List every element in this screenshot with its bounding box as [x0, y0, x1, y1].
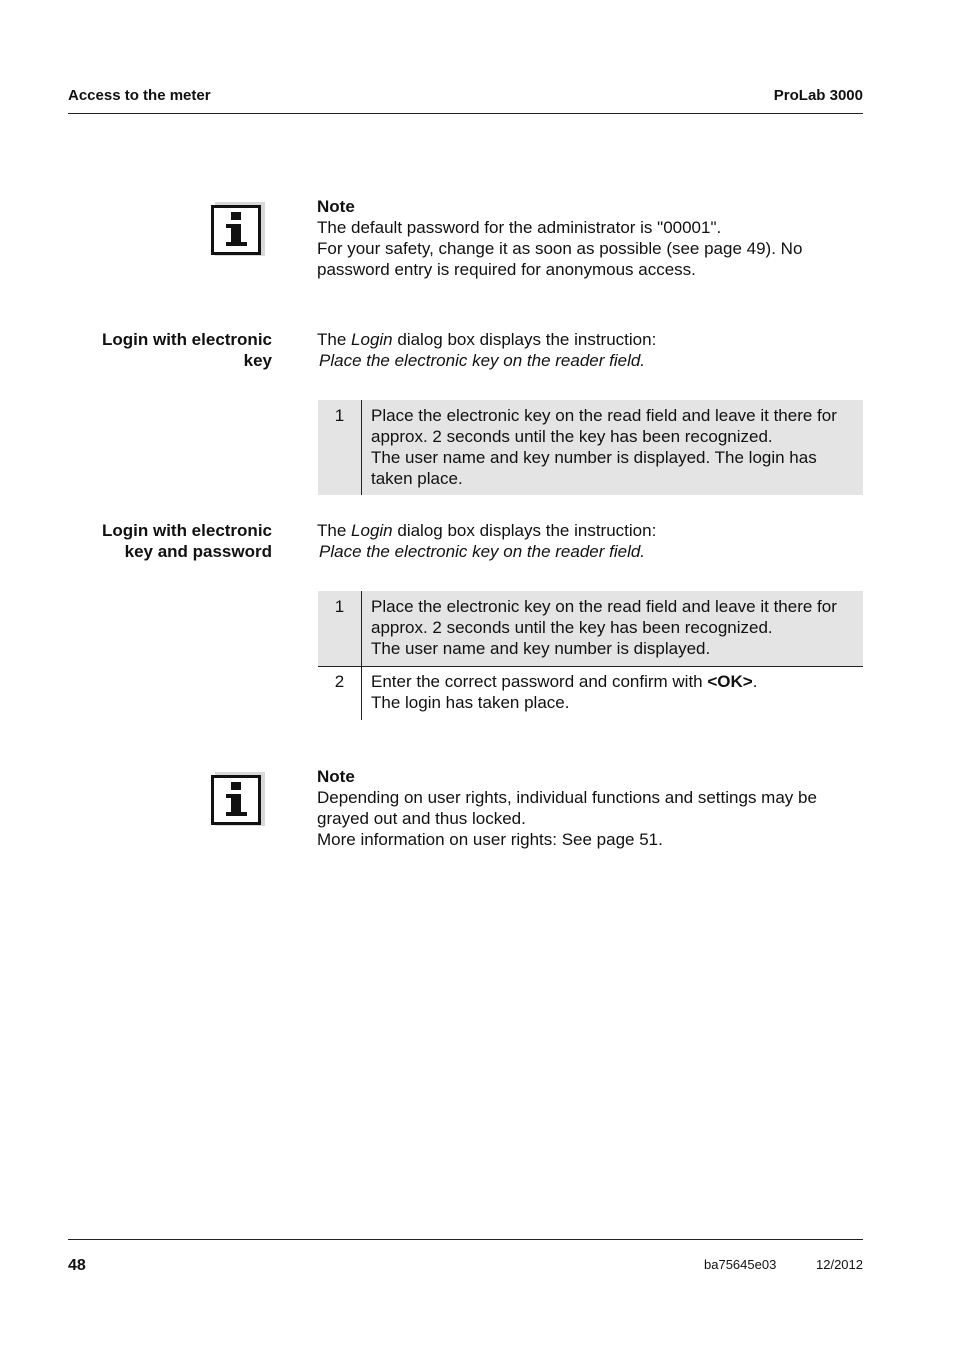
- step-number: 1: [334, 597, 345, 616]
- note-line: password entry is required for anonymous access.: [317, 260, 696, 279]
- note-line: More information on user rights: See page 51.: [317, 830, 663, 849]
- note-line: The default password for the administrator is "00001".: [317, 218, 722, 237]
- section-heading-line: Login with electronic: [101, 330, 272, 349]
- footer-rule: [68, 1239, 863, 1240]
- instruction-text: Place the electronic key on the reader field.: [319, 351, 646, 370]
- step-divider: [361, 591, 362, 666]
- section-heading-line: key: [243, 351, 272, 370]
- instruction-text: Place the electronic key on the reader field.: [319, 542, 646, 561]
- step-row: [318, 667, 863, 720]
- note-line: grayed out and thus locked.: [317, 809, 526, 828]
- intro-line: The Login dialog box displays the instruction:: [317, 330, 657, 349]
- note-block: [317, 196, 863, 280]
- note-title: Note: [317, 197, 355, 216]
- section-intro: [317, 329, 863, 371]
- info-icon: [211, 772, 265, 826]
- info-icon: [211, 202, 265, 256]
- note-line: For your safety, change it as soon as possible (see page 49). No: [317, 239, 803, 258]
- step-divider: [361, 667, 362, 720]
- step-text: Enter the correct password and confirm with <OK>. The login has taken place.: [371, 672, 758, 712]
- header-rule: [68, 113, 863, 114]
- section-heading: [68, 329, 272, 371]
- note-title: Note: [317, 767, 355, 786]
- step-row: [318, 400, 863, 495]
- running-header-left: Access to the meter: [68, 87, 211, 104]
- page-number: 48: [68, 1257, 86, 1274]
- step-text: Place the electronic key on the read field and leave it there for approx. 2 seconds until the key has been recognized. The user name and key number is displayed. The login has taken place.: [371, 406, 837, 488]
- intro-line: The Login dialog box displays the instruction:: [317, 521, 657, 540]
- note-block: [317, 766, 863, 850]
- dialog-name: Login: [351, 521, 393, 540]
- section-heading-line: key and password: [124, 542, 272, 561]
- step-divider: [361, 400, 362, 495]
- section-heading: [68, 520, 272, 562]
- ok-key-label: <OK>: [707, 672, 753, 691]
- note-line: Depending on user rights, individual functions and settings may be: [317, 788, 817, 807]
- step-number: 1: [334, 406, 345, 425]
- dialog-name: Login: [351, 330, 393, 349]
- running-header-right: ProLab 3000: [773, 87, 863, 104]
- step-row: [318, 591, 863, 666]
- section-heading-line: Login with electronic: [101, 521, 272, 540]
- step-text: Place the electronic key on the read field and leave it there for approx. 2 seconds until the key has been recognized. The user name and key number is displayed.: [371, 597, 837, 658]
- step-number: 2: [334, 672, 345, 691]
- document-date: 12/2012: [816, 1257, 863, 1272]
- document-id: ba75645e03: [704, 1257, 777, 1272]
- section-intro: [317, 520, 863, 562]
